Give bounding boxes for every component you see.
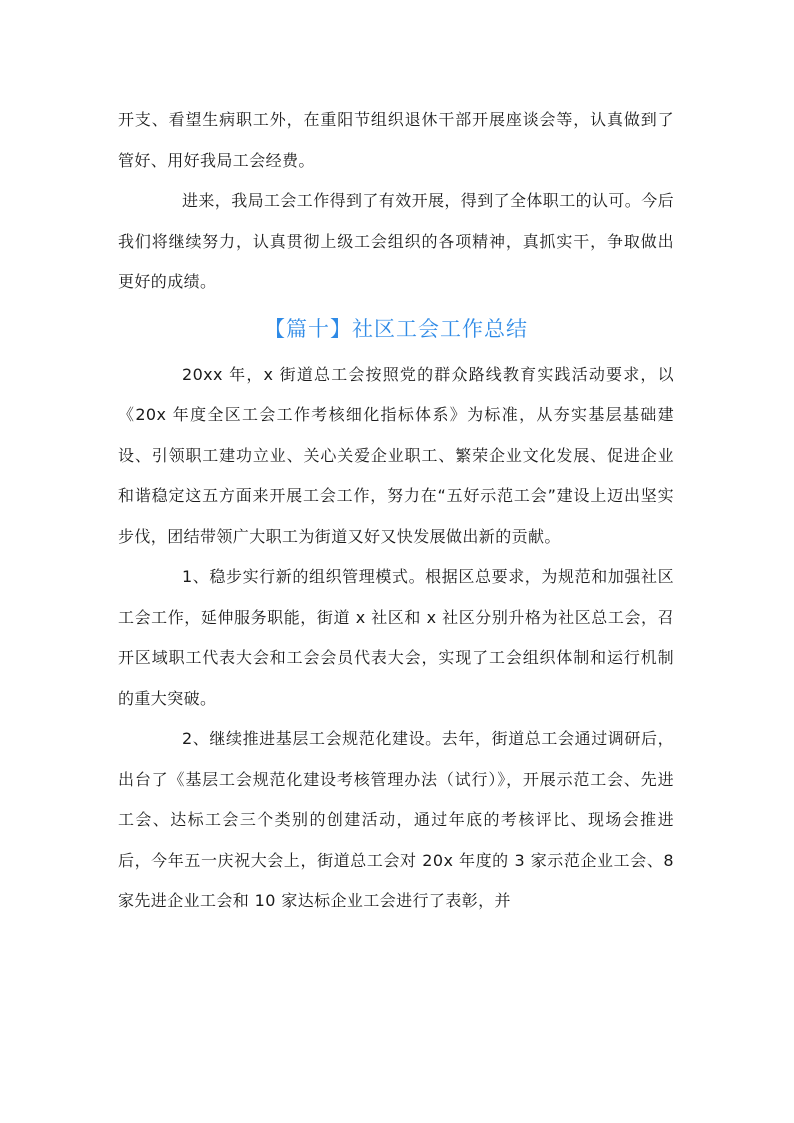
paragraph-4: 1、稳步实行新的组织管理模式。根据区总要求，为规范和加强社区工会工作，延伸服务职能，街道 x 社区和 x 社区分别升格为社区总工会，召开区域职工代表大会和工会会员代表大会，实现了工会组织体制和运行机制的重大突破。 [118, 567, 674, 708]
document-body [118, 100, 674, 922]
paragraph-5: 2、继续推进基层工会规范化建设。去年，街道总工会通过调研后，出台了《基层工会规范化建设考核管理办法（试行）》，开展示范工会、先进工会、达标工会三个类别的创建活动，通过年底的考核评比、现场会推进后，今年五一庆祝大会上，街道总工会对 20x 年度的 3 家示范企业工会、8 家先进企业工会和 10 家达标企业工会进行了表彰，并 [118, 729, 674, 910]
section-heading: 【篇十】社区工会工作总结 [264, 316, 528, 341]
paragraph-1: 开支、看望生病职工外，在重阳节组织退休干部开展座谈会等，认真做到了管好、用好我局工会经费。 [118, 110, 674, 170]
paragraph-3: 20xx 年，x 街道总工会按照党的群众路线教育实践活动要求，以《20x 年度全区工会工作考核细化指标体系》为标准，从夯实基层基础建设、引领职工建功立业、关心关爱企业职工、繁荣企业文化发展、促进企业和谐稳定这五方面来开展工会工作，努力在“五好示范工会”建设上迈出坚实步伐，团结带领广大职工为街道又好又快发展做出新的贡献。 [118, 364, 674, 546]
paragraph-2: 进来，我局工会工作得到了有效开展，得到了全体职工的认可。今后我们将继续努力，认真贯彻上级工会组织的各项精神，真抓实干，争取做出更好的成绩。 [118, 191, 675, 291]
